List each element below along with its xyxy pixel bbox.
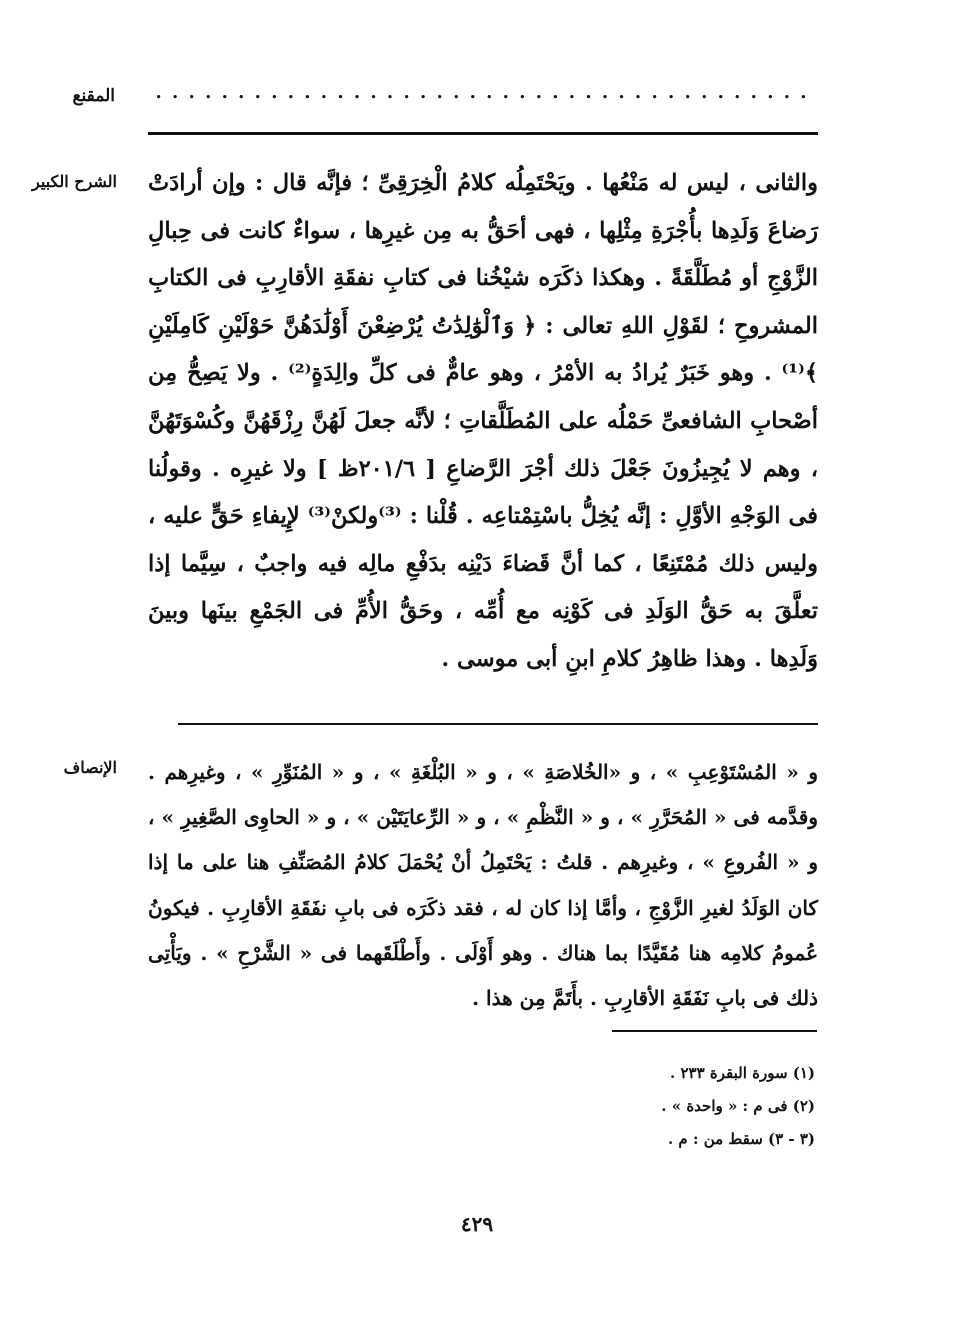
footnote-rule [612, 1030, 817, 1032]
side-label-sharh: الشرح الكبير [32, 172, 117, 191]
section-divider [178, 723, 818, 725]
header-rule [148, 132, 818, 135]
header-leader-dots: . . . . . . . . . . . . . . . . . . . . . . . . . . . . . . . . . . . . . . . . [155, 82, 809, 102]
page-number: ٤٢٩ [460, 1212, 494, 1236]
footnote-1: (١) سورة البقرة ٢٣٣ . [670, 1064, 815, 1082]
sharh-commentary-text: والثانى ، ليس له مَنْعُها . ويَحْتَمِلُه كلامُ الْخِرَقِىِّ ؛ فإنَّه قال : وإن أرادَتْ رَضاعَ وَلَدِها بأُجْرَةِ مِثْلِها ، فهى أحَقُّ به مِن غيرِها ، سواءٌ كانت فى حِبالِ الزَّوْجِ أو مُطَلَّقَةً . وهكذا ذكَرَه شيْخُنا فى كتابِ نفقَةِ الأقارِبِ فى الكتابِ المشروحِ ؛ لقَوْلِ اللهِ تعالى : ﴿ وَٱلْوَٰلِدَٰتُ يُرْضِعْنَ أَوْلَٰدَهُنَّ حَوْلَيْنِ كَامِلَيْنِ ﴾⁽¹⁾ . وهو خَبَرٌ يُرادُ به الأمْرُ ، وهو عامٌّ فى كلِّ والِدَةٍ⁽²⁾ . ولا يَصِحُّ مِن أصْحابِ الشافعىِّ حَمْلُه على المُطَلَّقاتِ ؛ لأنَّه جعلَ لَهُنَّ رِزْقَهُنَّ وكُسْوَتَهُنَّ ، وهم لا يُجِيزُونَ جَعْلَ ذلك أجْرَ الرَّضاعِ [ ٢٠١/٦ظ ] ولا غيرِه . وقولُنا فى الوَجْهِ الأوَّلِ : إنَّه يُخِلُّ باسْتِمْتاعِه . قُلْنا : ⁽³⁾ولكنْ⁽³⁾ لإِيفاءِ حَقٍّ عليه ، وليس ذلك مُمْتَنِعًا ، كما أنَّ قَضاءَ دَيْنِه بدَفْعِ مالِه فيه واجبٌ ، سِيَّما إذا تعلَّقَ به حَقُّ الوَلَدِ فى كَوْنِه مع أُمِّه ، وحَقُّ الأُمِّ فى الجَمْعِ بينَها وبينَ وَلَدِها . وهذا ظاهِرُ كلامِ ابنِ أبى موسى . [148, 170, 819, 672]
footnote-3: (٣ - ٣) سقط من : م . [667, 1130, 815, 1148]
insaf-commentary-text: و « المُسْتَوْعِبِ » ، و «الخُلاصَةِ » ، و « البُلْغَةِ » ، و « المُنَوِّرِ » ، وغيرِهم . وقدَّمه فى « المُحَرَّرِ » ، و « النَّظْمِ » ، و « الرِّعايَتَيْن » ، و « الحاوِى الصَّغِيرِ » ، و « الفُروعِ » ، وغيرِهم . قلتُ : يَحْتَمِلُ أنْ يُحْمَلَ كلامُ المُصَنِّفِ هنا على ما إذا كان الوَلَدُ لغيرِ الزَّوْجِ ، وأمَّا إذا كان له ، فقد ذكَرَه فى بابِ نفَقَةِ الأقارِبِ . فيكونُ عُمومُ كلامِه هنا مُقَيَّدًا بما هناك . وهو أَوْلَى . وأَطْلَقَهما فى « الشَّرْحِ » . ويَأْتِى ذلك فى بابِ نَفَقَةِ الأقارِبِ . بأَتَمَّ مِن هذا . [148, 760, 819, 1011]
running-header-title: المقنع [72, 86, 115, 106]
side-label-insaf: الإنصاف [63, 758, 117, 777]
footnote-2: (٢) فى م : « واحدة » . [661, 1097, 815, 1115]
footnotes [420, 1057, 815, 1156]
